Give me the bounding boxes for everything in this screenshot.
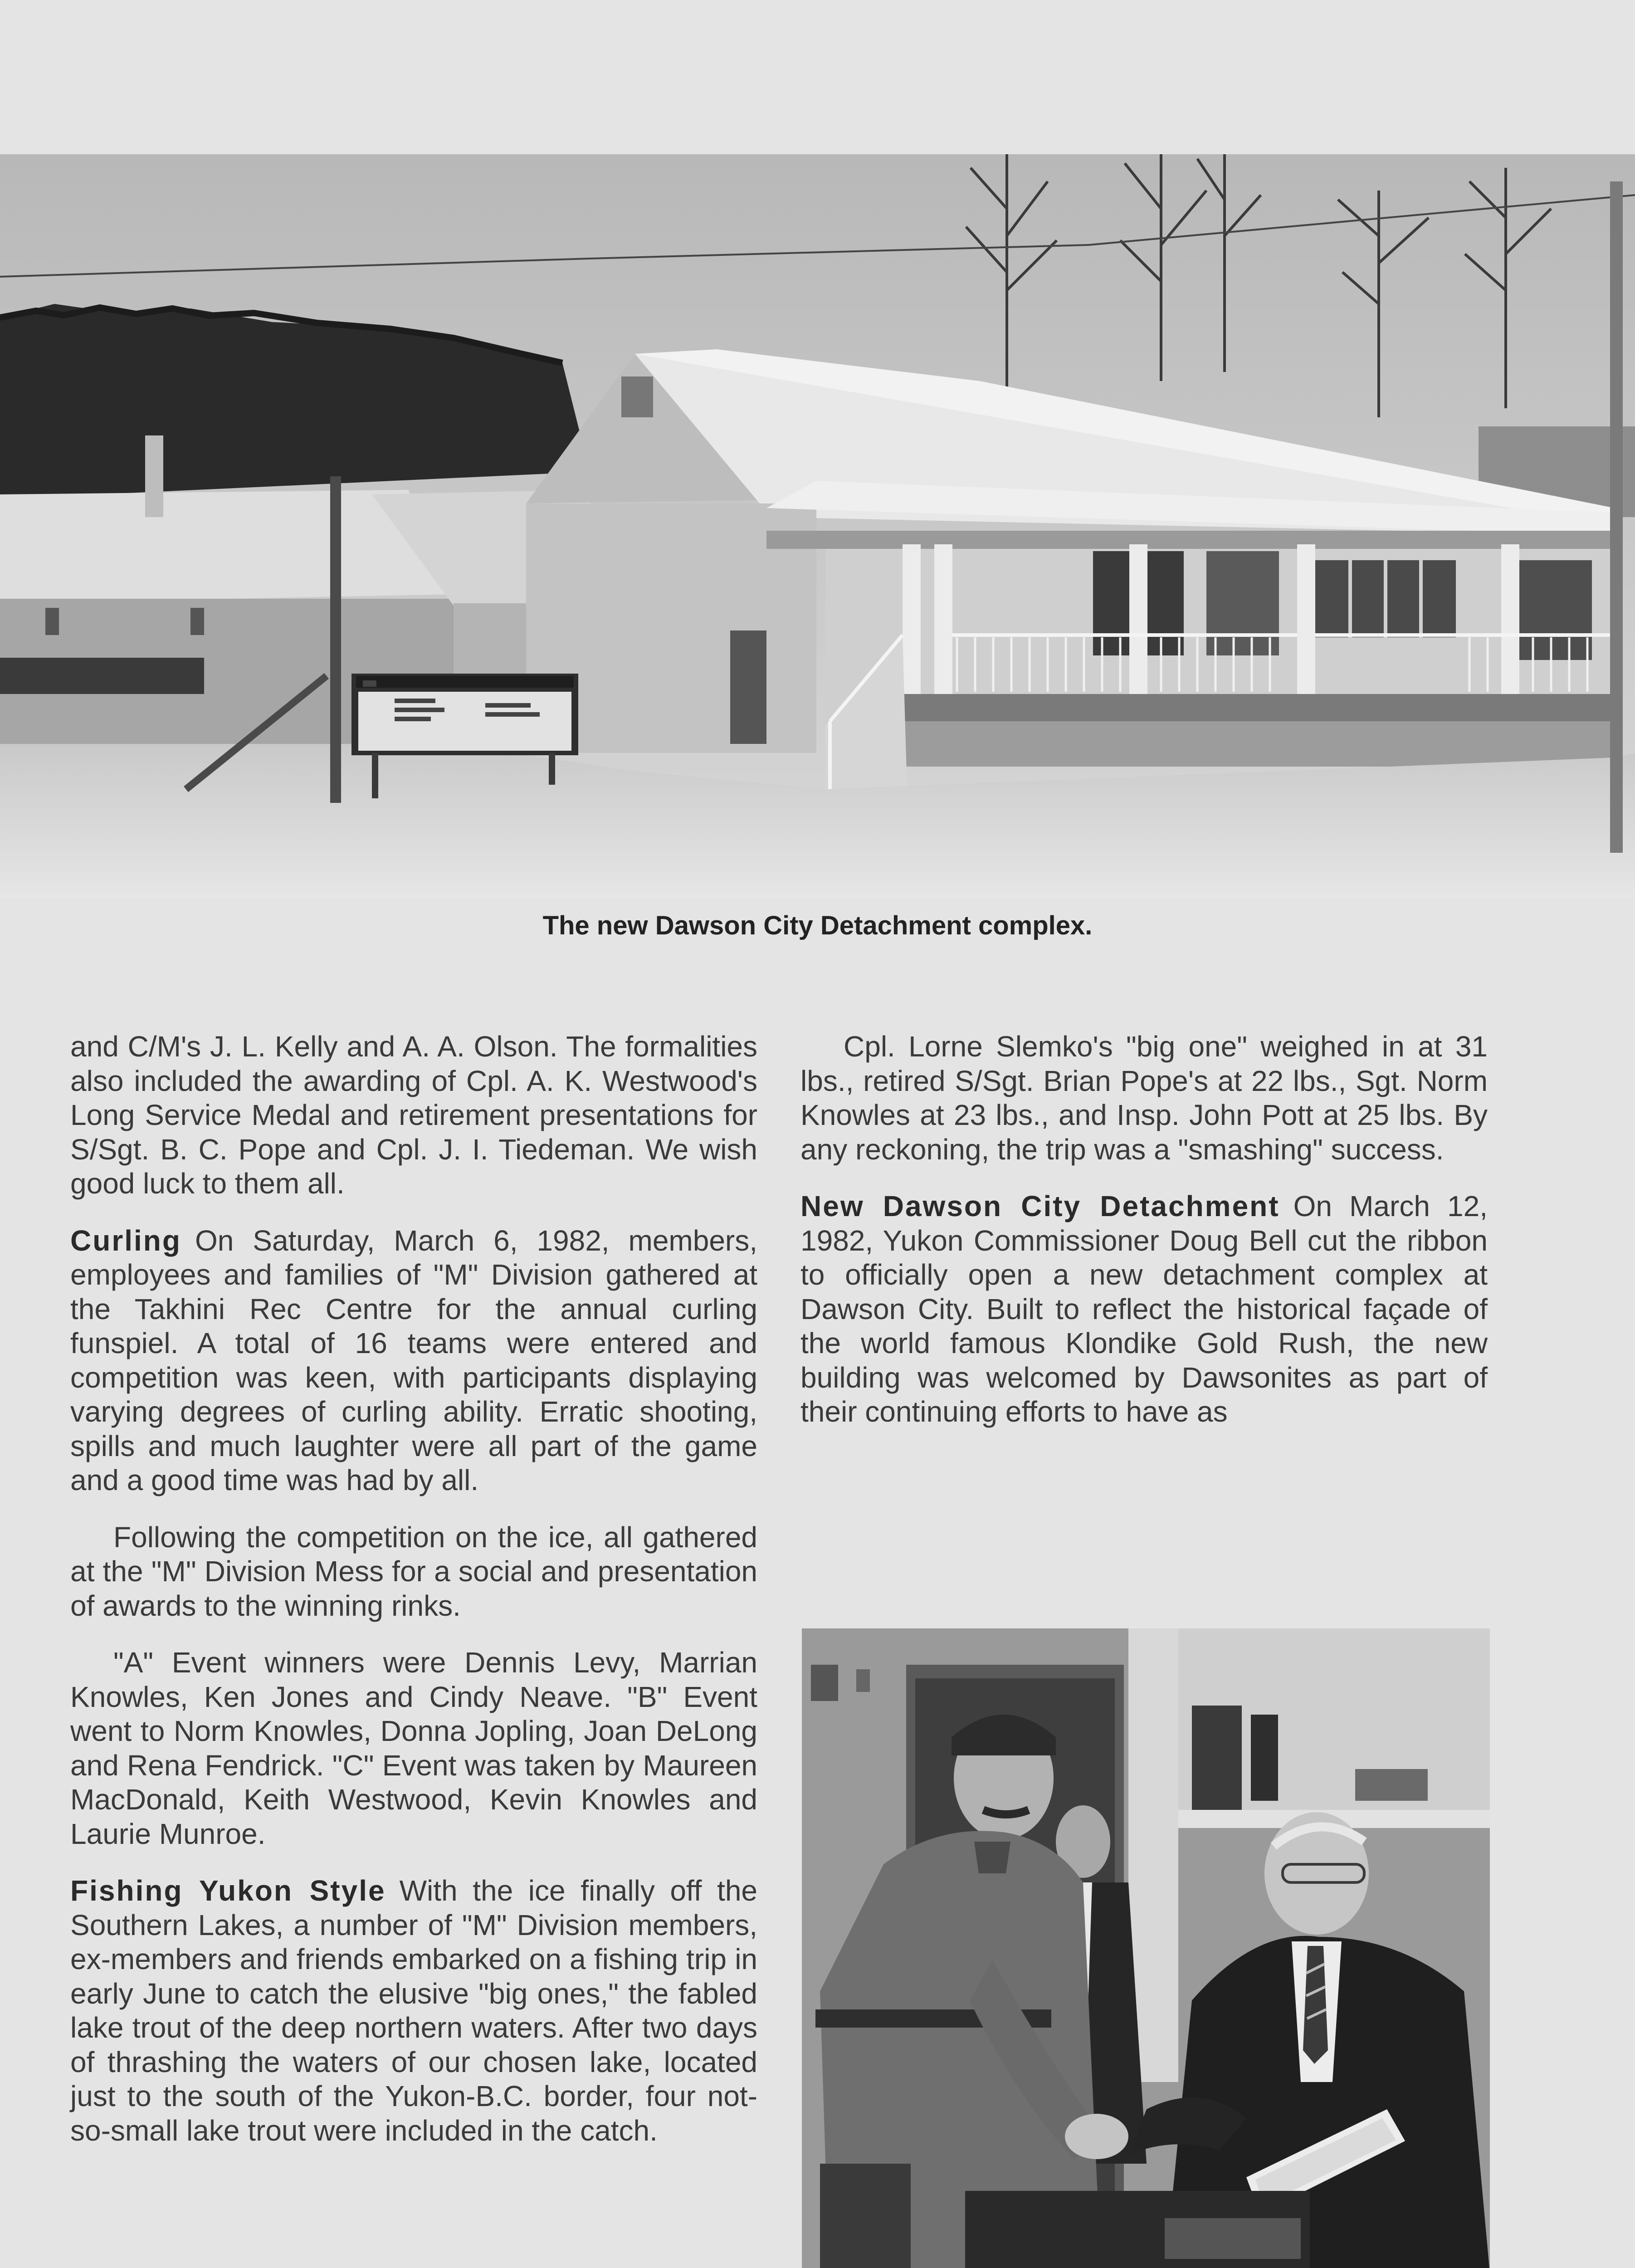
paragraph-curling (70, 1224, 757, 1498)
paragraph-dawson-detachment (800, 1189, 1488, 1429)
curling-heading: Curling (70, 1224, 181, 1257)
dawson-heading: New Dawson City Detachment (800, 1190, 1280, 1222)
detachment-photo-caption: The new Dawson City Detachment complex. (542, 911, 1093, 940)
fishing-heading: Fishing Yukon Style (70, 1874, 386, 1907)
paragraph-fishing (70, 1874, 757, 2148)
commendation-photo (802, 1628, 1490, 2268)
paragraph-awards: and C/M's J. L. Kelly and A. A. Olson. The formalities also included the awarding of Cpl. A. K. Westwood's Long Service Medal and retirement presentations for S/Sgt. B. C. Pope and Cpl. J. I. Tiedeman. We wish good luck to them all. (70, 1030, 757, 1200)
detachment-photo (0, 154, 1635, 898)
paragraph-event-winners: "A" Event winners were Dennis Levy, Marrian Knowles, Ken Jones and Cindy Neave. "B" Event went to Norm Knowles, Donna Jopling, Joan DeLong and Rena Fendrick. "C" Event was taken by Maureen MacDonald, Keith Westwood, Kevin Knowles and Laurie Munroe. (70, 1646, 757, 1850)
paragraph-big-one: Cpl. Lorne Slemko's "big one" weighed in at 31 lbs., retired S/Sgt. Brian Pope's at 22 lbs., Sgt. Norm Knowles at 23 lbs., and Insp. John Pott at 25 lbs. By any reckoning, the trip was a "smashing" success. (800, 1030, 1488, 1166)
left-column (70, 1030, 757, 2170)
dawson-body: On March 12, 1982, Yukon Commissioner Doug Bell cut the ribbon to officially open a new detachment complex at Dawson City. Built to reflect the historical façade of the world famous Klondike Gold Rush, the new building was welcomed by Dawsonites as part of their continuing efforts to have as (800, 1190, 1488, 1428)
fishing-body: With the ice finally off the Southern Lakes, a number of "M" Division members, ex-members and friends embarked on a fishing trip in early June to catch the elusive "big ones," the fabled lake trout of the deep northern waters. After two days of thrashing the waters of our chosen lake, located just to the south of the Yukon-B.C. border, four not-so-small lake trout were included in the catch. (70, 1874, 758, 2147)
curling-body: On Saturday, March 6, 1982, members, employees and families of "M" Division gathered at the Takhini Rec Centre for the annual curling funspiel. A total of 16 teams were entered and competition was keen, with participants displaying varying degrees of curling ability. Erratic shooting, spills and much laughter were all part of the game and a good time was had by all. (70, 1224, 757, 1496)
paragraph-mess: Following the competition on the ice, all gathered at the "M" Division Mess for a social and presentation of awards to the winning rinks. (70, 1520, 757, 1622)
right-column (800, 1030, 1488, 1452)
